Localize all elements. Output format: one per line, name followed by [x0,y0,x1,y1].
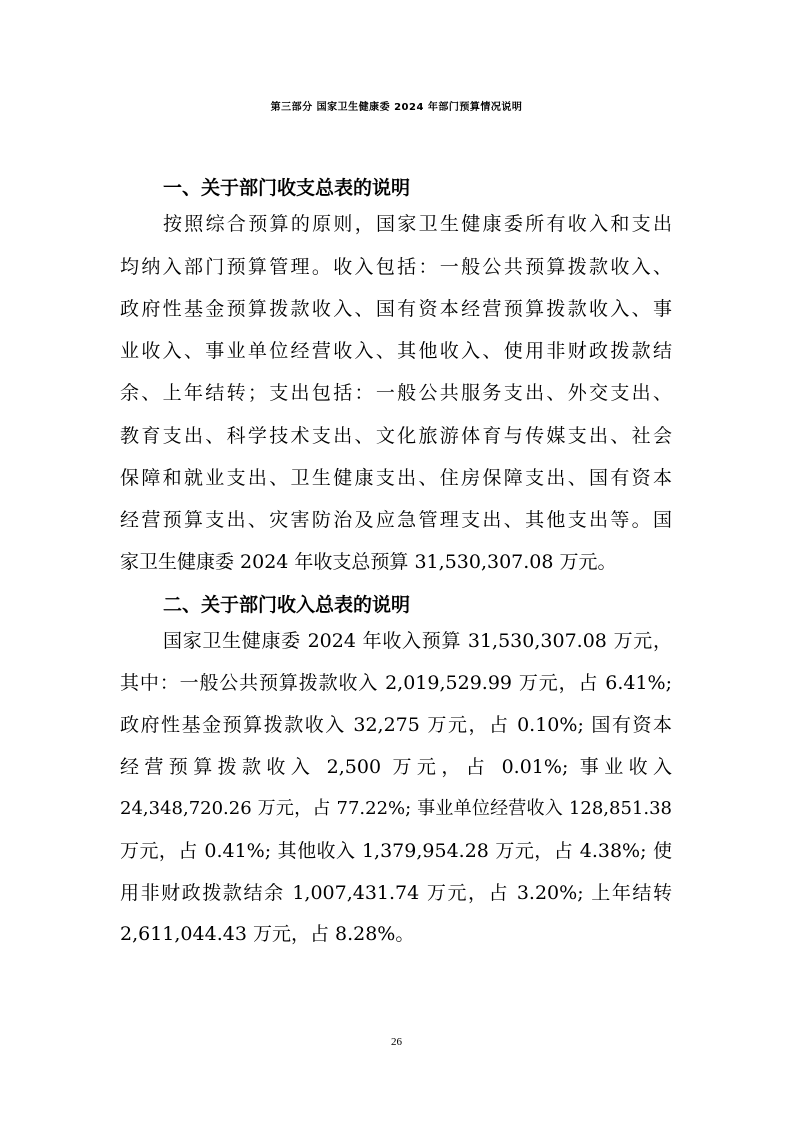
paragraph-line: 2,611,044.43 万元，占 8.28%。 [120,923,415,945]
paragraph-line: 均纳入部门预算管理。收入包括：一般公共预算拨款收入、 [120,256,672,278]
paragraph-line: 教育支出、科学技术支出、文化旅游体育与传媒支出、社会 [120,425,672,447]
paragraph-line: 用非财政拨款结余 1,007,431.74 万元，占 3.20%; 上年结转 [120,882,672,904]
section-heading-1: 一、关于部门收支总表的说明 [163,177,411,199]
paragraph-line: 政府性基金预算拨款收入 32,275 万元，占 0.10%; 国有资本 [120,714,672,736]
paragraph-line: 家卫生健康委 2024 年收支总预算 31,530,307.08 万元。 [120,551,617,573]
paragraph-line: 保障和就业支出、卫生健康支出、住房保障支出、国有资本 [120,467,672,489]
paragraph-line: 按照综合预算的原则，国家卫生健康委所有收入和支出 [163,213,672,235]
page-title: 第三部分 国家卫生健康委 2024 年部门预算情况说明 [270,102,523,113]
paragraph-line: 经营预算支出、灾害防治及应急管理支出、其他支出等。国 [120,509,672,531]
paragraph-line: 业收入、事业单位经营收入、其他收入、使用非财政拨款结 [120,340,672,362]
paragraph-line: 国家卫生健康委 2024 年收入预算 31,530,307.08 万元， [163,630,672,652]
paragraph-line: 政府性基金预算拨款收入、国有资本经营预算拨款收入、事 [120,298,672,320]
paragraph-line: 其中：一般公共预算拨款收入 2,019,529.99 万元，占 6.41%; [120,672,672,694]
page-number: 26 [391,1036,402,1048]
paragraph-line: 经营预算拨款收入 2,500 万元，占 0.01%; 事业收入 [120,756,672,778]
paragraph-line: 万元，占 0.41%; 其他收入 1,379,954.28 万元，占 4.38%; 使 [120,840,672,862]
section-heading-2: 二、关于部门收入总表的说明 [163,594,411,616]
paragraph-line: 24,348,720.26 万元，占 77.22%; 事业单位经营收入 128,851.38 [120,798,672,819]
paragraph-line: 余、上年结转；支出包括：一般公共服务支出、外交支出、 [120,382,672,404]
